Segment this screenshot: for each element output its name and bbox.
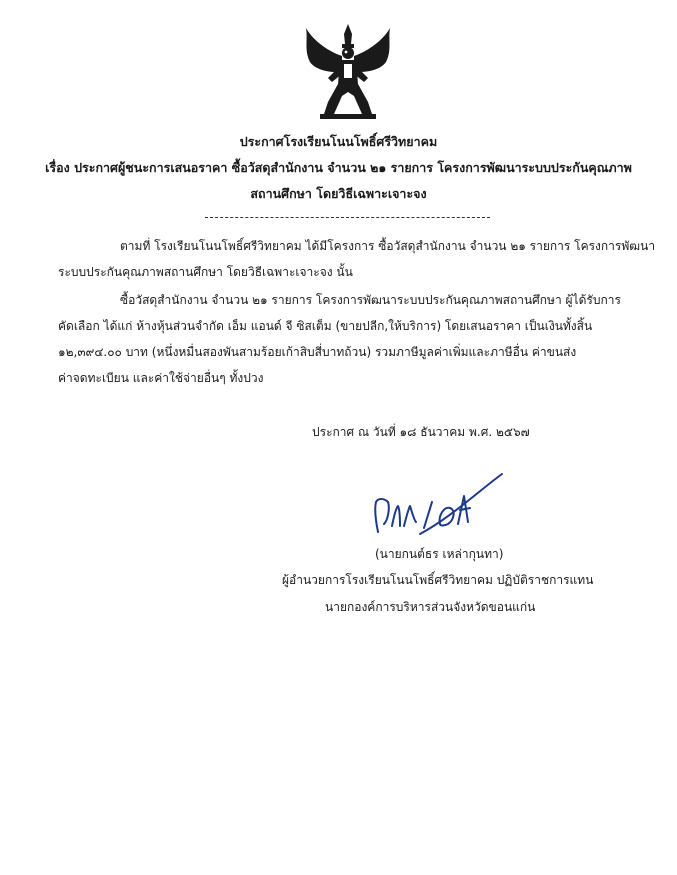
body-line-4: คัดเลือก ได้แก่ ห้างหุ้นส่วนจำกัด เอ็ม แอนด์ จี ซิสเต็ม (ขายปลีก,ให้บริการ) โดยเสนอราคา เป็นเงินทั้งสิ้น bbox=[58, 319, 593, 333]
signatory-name: (นายกนต์ธร เหล่ากุนทา) bbox=[375, 547, 504, 561]
body-line-2: ระบบประกันคุณภาพสถานศึกษา โดยวิธีเฉพาะเจาะจง นั้น bbox=[58, 265, 353, 279]
body-line-1: ตามที่ โรงเรียนโนนโพธิ์ศรีวิทยาคม ได้มีโครงการ ซื้อวัสดุสำนักงาน จำนวน ๒๑ รายการ โครงการพัฒนา bbox=[120, 239, 656, 253]
handwritten-signature-icon bbox=[360, 462, 510, 542]
body-line-5: ๑๒,๓๙๔.๐๐ บาท (หนึ่งหมื่นสองพันสามร้อยเก้าสิบสี่บาทถ้วน) รวมภาษีมูลค่าเพิ่มและภาษีอื่น ค่าขนส่ง bbox=[58, 345, 577, 359]
signatory-authority: นายกองค์การบริหารส่วนจังหวัดขอนแก่น bbox=[325, 600, 536, 614]
garuda-emblem-icon bbox=[300, 22, 396, 122]
divider bbox=[205, 217, 490, 218]
subject-line-2: สถานศึกษา โดยวิธีเฉพาะเจาะจง bbox=[250, 186, 427, 201]
announcement-date: ประกาศ ณ วันที่ ๑๘ ธันวาคม พ.ศ. ๒๕๖๗ bbox=[312, 425, 530, 439]
signatory-position: ผู้อำนวยการโรงเรียนโนนโพธิ์ศรีวิทยาคม ปฏิบัติราชการแทน bbox=[282, 573, 594, 587]
body-line-3: ซื้อวัสดุสำนักงาน จำนวน ๒๑ รายการ โครงการพัฒนาระบบประกันคุณภาพสถานศึกษา ผู้ได้รับการ bbox=[120, 293, 621, 307]
document-title: ประกาศโรงเรียนโนนโพธิ์ศรีวิทยาคม bbox=[239, 134, 438, 149]
subject-line-1: เรื่อง ประกาศผู้ชนะการเสนอราคา ซื้อวัสดุสำนักงาน จำนวน ๒๑ รายการ โครงการพัฒนาระบบประกันคุณภาพ bbox=[45, 160, 632, 175]
body-line-6: ค่าจดทะเบียน และค่าใช้จ่ายอื่นๆ ทั้งปวง bbox=[58, 371, 264, 385]
